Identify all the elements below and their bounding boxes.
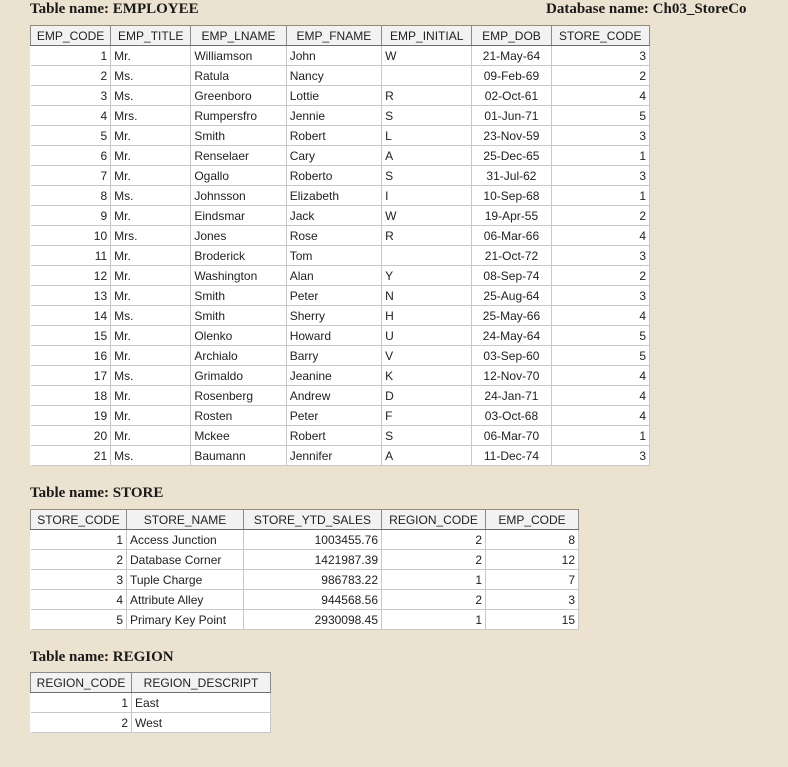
table-cell: S: [382, 426, 472, 446]
table-cell: Jennifer: [286, 446, 381, 466]
table-cell: Broderick: [191, 246, 286, 266]
table-cell: 4: [551, 306, 649, 326]
column-header: EMP_TITLE: [111, 26, 191, 46]
table-row: [31, 693, 271, 713]
table-cell: A: [382, 146, 472, 166]
column-header: EMP_DOB: [472, 26, 551, 46]
column-header: EMP_LNAME: [191, 26, 286, 46]
table-cell: Mr.: [111, 326, 191, 346]
table-cell: 31-Jul-62: [472, 166, 551, 186]
table-cell: R: [382, 226, 472, 246]
table-cell: Rumpersfro: [191, 106, 286, 126]
table-cell: Ratula: [191, 66, 286, 86]
table-cell: Mr.: [111, 46, 191, 66]
table-cell: 1003455.76: [244, 530, 382, 550]
table-cell: S: [382, 166, 472, 186]
table-cell: Lottie: [286, 86, 381, 106]
column-header: REGION_CODE: [31, 673, 132, 693]
table-cell: Jones: [191, 226, 286, 246]
table-cell: 18: [31, 386, 111, 406]
table-cell: Mr.: [111, 246, 191, 266]
table-row: [31, 186, 650, 206]
table-cell: Johnsson: [191, 186, 286, 206]
table-cell: 21: [31, 446, 111, 466]
column-header: EMP_CODE: [31, 26, 111, 46]
table-cell: Mr.: [111, 266, 191, 286]
table-cell: 5: [551, 346, 649, 366]
table-cell: 4: [31, 590, 127, 610]
table-cell: 1: [382, 610, 486, 630]
table-cell: Mr.: [111, 286, 191, 306]
column-header: EMP_INITIAL: [382, 26, 472, 46]
table-row: [31, 610, 579, 630]
column-header: STORE_CODE: [31, 510, 127, 530]
table-cell: Greenboro: [191, 86, 286, 106]
table-cell: 3: [551, 166, 649, 186]
table-cell: 2: [551, 266, 649, 286]
table-cell: 3: [31, 86, 111, 106]
table-cell: Ms.: [111, 86, 191, 106]
table-cell: 21-Oct-72: [472, 246, 551, 266]
table-row: [31, 306, 650, 326]
table-cell: Mckee: [191, 426, 286, 446]
table-row: [31, 266, 650, 286]
table-cell: 5: [551, 106, 649, 126]
table-cell: 1: [31, 46, 111, 66]
column-header: STORE_NAME: [127, 510, 244, 530]
table-cell: 16: [31, 346, 111, 366]
table-cell: 12-Nov-70: [472, 366, 551, 386]
table-cell: 25-Dec-65: [472, 146, 551, 166]
table-cell: Smith: [191, 126, 286, 146]
table-cell: West: [132, 713, 271, 733]
table-cell: Primary Key Point: [127, 610, 244, 630]
table-cell: Tom: [286, 246, 381, 266]
table-cell: Access Junction: [127, 530, 244, 550]
table-cell: 7: [31, 166, 111, 186]
region-table: [30, 672, 271, 733]
table-row: [31, 346, 650, 366]
table-cell: 21-May-64: [472, 46, 551, 66]
table-cell: 01-Jun-71: [472, 106, 551, 126]
table-cell: K: [382, 366, 472, 386]
table-cell: Sherry: [286, 306, 381, 326]
database-name-label: Database name: Ch03_StoreCo: [546, 1, 747, 17]
table-cell: A: [382, 446, 472, 466]
column-header: STORE_CODE: [551, 26, 649, 46]
table-cell: 03-Sep-60: [472, 346, 551, 366]
table-cell: Ms.: [111, 366, 191, 386]
table-cell: 03-Oct-68: [472, 406, 551, 426]
table-cell: 14: [31, 306, 111, 326]
table-cell: Mr.: [111, 166, 191, 186]
table-cell: Ms.: [111, 306, 191, 326]
column-header: REGION_CODE: [382, 510, 486, 530]
table-row: [31, 166, 650, 186]
table-cell: 1: [382, 570, 486, 590]
store-table-title: Table name: STORE: [30, 485, 164, 501]
table-cell: 5: [551, 326, 649, 346]
table-cell: 2: [551, 206, 649, 226]
table-row: [31, 446, 650, 466]
table-cell: Attribute Alley: [127, 590, 244, 610]
table-cell: Howard: [286, 326, 381, 346]
table-cell: Rose: [286, 226, 381, 246]
table-cell: [382, 66, 472, 86]
table-cell: 20: [31, 426, 111, 446]
table-cell: 4: [551, 226, 649, 246]
table-cell: 9: [31, 206, 111, 226]
table-cell: Smith: [191, 286, 286, 306]
table-cell: 3: [551, 286, 649, 306]
table-cell: 986783.22: [244, 570, 382, 590]
table-cell: D: [382, 386, 472, 406]
table-cell: Renselaer: [191, 146, 286, 166]
table-cell: 6: [31, 146, 111, 166]
table-cell: 15: [31, 326, 111, 346]
table-row: [31, 226, 650, 246]
table-cell: 11-Dec-74: [472, 446, 551, 466]
table-cell: Peter: [286, 286, 381, 306]
table-cell: Williamson: [191, 46, 286, 66]
table-cell: Mr.: [111, 386, 191, 406]
table-cell: Robert: [286, 426, 381, 446]
table-cell: 8: [486, 530, 579, 550]
table-cell: Jennie: [286, 106, 381, 126]
table-row: [31, 570, 579, 590]
table-cell: Cary: [286, 146, 381, 166]
table-row: [31, 66, 650, 86]
table-row: [31, 106, 650, 126]
table-cell: Tuple Charge: [127, 570, 244, 590]
table-cell: H: [382, 306, 472, 326]
table-cell: 5: [31, 610, 127, 630]
table-cell: Alan: [286, 266, 381, 286]
table-cell: Ogallo: [191, 166, 286, 186]
table-cell: S: [382, 106, 472, 126]
table-cell: 3: [551, 446, 649, 466]
table-cell: 2: [382, 550, 486, 570]
table-cell: Rosenberg: [191, 386, 286, 406]
table-row: [31, 590, 579, 610]
table-cell: Mr.: [111, 146, 191, 166]
table-cell: [382, 246, 472, 266]
table-cell: Ms.: [111, 66, 191, 86]
table-cell: 25-May-66: [472, 306, 551, 326]
table-cell: Mr.: [111, 346, 191, 366]
table-cell: Jack: [286, 206, 381, 226]
table-cell: N: [382, 286, 472, 306]
table-cell: 13: [31, 286, 111, 306]
table-cell: Ms.: [111, 186, 191, 206]
table-cell: Peter: [286, 406, 381, 426]
table-cell: Ms.: [111, 446, 191, 466]
table-row: [31, 286, 650, 306]
table-row: [31, 530, 579, 550]
table-cell: 1: [551, 146, 649, 166]
table-cell: 7: [486, 570, 579, 590]
table-cell: Elizabeth: [286, 186, 381, 206]
table-cell: Baumann: [191, 446, 286, 466]
table-row: [31, 406, 650, 426]
table-cell: 06-Mar-66: [472, 226, 551, 246]
table-cell: 23-Nov-59: [472, 126, 551, 146]
employee-table: [30, 25, 650, 466]
table-row: [31, 366, 650, 386]
table-cell: Database Corner: [127, 550, 244, 570]
table-cell: R: [382, 86, 472, 106]
table-cell: 3: [551, 126, 649, 146]
table-cell: 02-Oct-61: [472, 86, 551, 106]
table-cell: Grimaldo: [191, 366, 286, 386]
table-cell: U: [382, 326, 472, 346]
table-cell: 3: [551, 46, 649, 66]
table-cell: Smith: [191, 306, 286, 326]
table-cell: I: [382, 186, 472, 206]
table-cell: 19: [31, 406, 111, 426]
table-cell: East: [132, 693, 271, 713]
table-row: [31, 146, 650, 166]
table-cell: John: [286, 46, 381, 66]
table-cell: 4: [551, 86, 649, 106]
table-cell: V: [382, 346, 472, 366]
table-cell: 2: [551, 66, 649, 86]
region-table-title: Table name: REGION: [30, 649, 174, 665]
table-cell: 4: [551, 386, 649, 406]
table-cell: 10: [31, 226, 111, 246]
table-cell: 19-Apr-55: [472, 206, 551, 226]
table-cell: Y: [382, 266, 472, 286]
table-cell: 1421987.39: [244, 550, 382, 570]
table-cell: Nancy: [286, 66, 381, 86]
table-cell: 944568.56: [244, 590, 382, 610]
table-cell: 10-Sep-68: [472, 186, 551, 206]
column-header: EMP_FNAME: [286, 26, 381, 46]
employee-table-title: Table name: EMPLOYEE: [30, 1, 199, 17]
table-cell: 1: [551, 426, 649, 446]
table-cell: 1: [31, 530, 127, 550]
table-row: [31, 126, 650, 146]
table-cell: 11: [31, 246, 111, 266]
column-header: REGION_DESCRIPT: [132, 673, 271, 693]
table-row: [31, 46, 650, 66]
table-cell: 3: [31, 570, 127, 590]
table-cell: F: [382, 406, 472, 426]
table-cell: 2: [382, 530, 486, 550]
table-cell: Mrs.: [111, 106, 191, 126]
table-cell: 12: [31, 266, 111, 286]
table-cell: 24-May-64: [472, 326, 551, 346]
table-row: [31, 246, 650, 266]
table-cell: 24-Jan-71: [472, 386, 551, 406]
table-cell: 4: [551, 406, 649, 426]
table-cell: 08-Sep-74: [472, 266, 551, 286]
table-row: [31, 206, 650, 226]
table-cell: 2: [31, 66, 111, 86]
table-cell: Barry: [286, 346, 381, 366]
table-row: [31, 713, 271, 733]
table-cell: Rosten: [191, 406, 286, 426]
table-cell: 4: [31, 106, 111, 126]
table-cell: Mr.: [111, 426, 191, 446]
table-cell: Olenko: [191, 326, 286, 346]
table-cell: 12: [486, 550, 579, 570]
table-row: [31, 386, 650, 406]
table-cell: 5: [31, 126, 111, 146]
table-cell: 17: [31, 366, 111, 386]
table-row: [31, 550, 579, 570]
table-cell: 1: [551, 186, 649, 206]
table-cell: Roberto: [286, 166, 381, 186]
table-cell: Archialo: [191, 346, 286, 366]
table-cell: Mr.: [111, 126, 191, 146]
table-cell: Robert: [286, 126, 381, 146]
table-cell: Mrs.: [111, 226, 191, 246]
table-row: [31, 86, 650, 106]
table-cell: L: [382, 126, 472, 146]
table-cell: 25-Aug-64: [472, 286, 551, 306]
column-header: STORE_YTD_SALES: [244, 510, 382, 530]
store-table: [30, 509, 579, 630]
table-cell: Eindsmar: [191, 206, 286, 226]
table-cell: Andrew: [286, 386, 381, 406]
table-cell: 2: [31, 713, 132, 733]
table-cell: W: [382, 206, 472, 226]
table-cell: 06-Mar-70: [472, 426, 551, 446]
table-cell: Mr.: [111, 206, 191, 226]
table-cell: 15: [486, 610, 579, 630]
table-cell: 3: [486, 590, 579, 610]
table-cell: 8: [31, 186, 111, 206]
column-header: EMP_CODE: [486, 510, 579, 530]
table-cell: W: [382, 46, 472, 66]
table-cell: 4: [551, 366, 649, 386]
table-cell: 2930098.45: [244, 610, 382, 630]
table-cell: 1: [31, 693, 132, 713]
table-cell: Jeanine: [286, 366, 381, 386]
table-row: [31, 326, 650, 346]
table-cell: 3: [551, 246, 649, 266]
table-cell: Washington: [191, 266, 286, 286]
table-cell: 2: [382, 590, 486, 610]
table-row: [31, 426, 650, 446]
table-cell: 09-Feb-69: [472, 66, 551, 86]
table-cell: Mr.: [111, 406, 191, 426]
table-cell: 2: [31, 550, 127, 570]
